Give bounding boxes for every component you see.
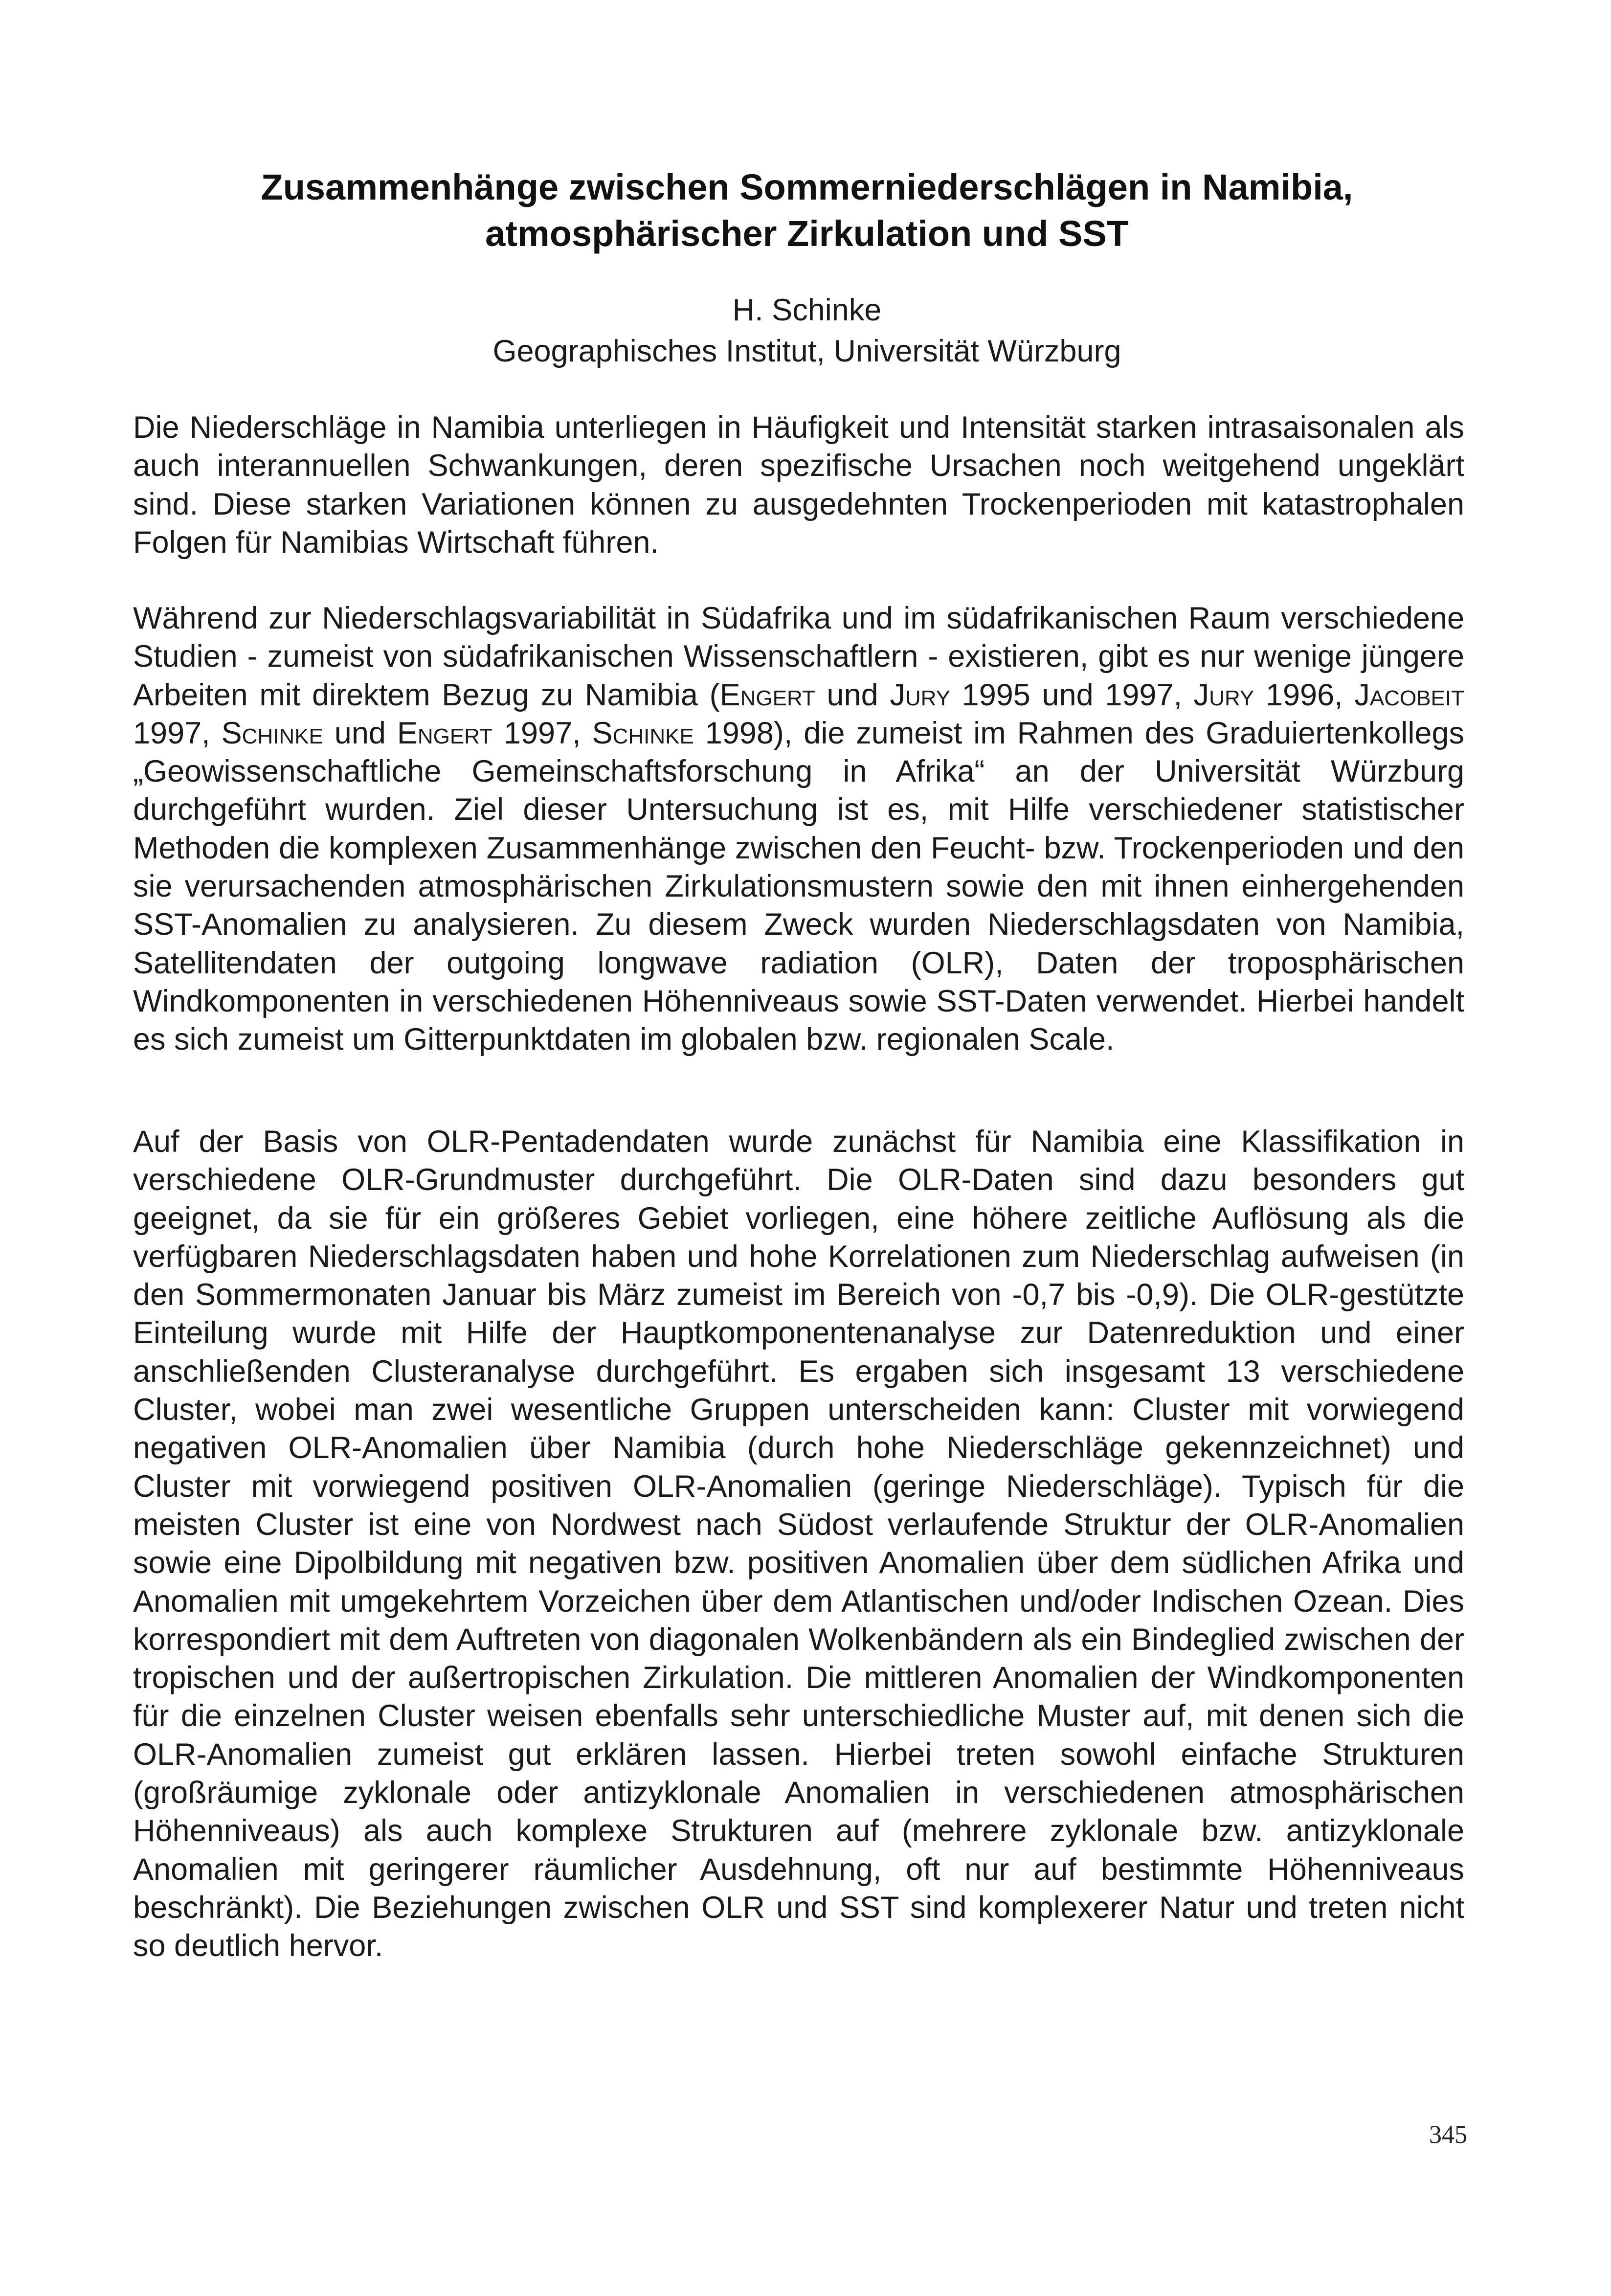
- paragraph-2-text: 1997,: [133, 716, 222, 750]
- paragraph-1: Die Niederschläge in Namibia unterliegen in Häufigkeit und Intensität starken intrasaisonalen als auch interannuellen Schwankungen, deren spezifische Ursachen noch weitgehend ungeklärt sind. Diese starken Variationen können zu ausgedehnten Trockenperioden mit katastrophalen Folgen für Namibias Wirtschaft führen.: [133, 410, 1464, 560]
- paragraph-2: [133, 599, 1464, 1059]
- title-line-2: atmosphärischer Zirkulation und SST: [485, 213, 1129, 254]
- paragraph-2-text: 1995 und 1997,: [950, 677, 1194, 712]
- title-block: [132, 164, 1482, 257]
- paragraph-3: Auf der Basis von OLR-Pentadendaten wurde zunächst für Namibia eine Klassifikation in verschiedene OLR-Grundmuster durchgeführt. Die OLR-Daten sind dazu besonders gut geeignet, da sie für ein größeres Gebiet vorliegen, eine höhere zeitliche Auflösung als die verfügbaren Niederschlagsdaten haben und hohe Korrelationen zum Niederschlag aufweisen (in den Sommermonaten Januar bis März zumeist im Bereich von -0,7 bis -0,9). Die OLR-gestützte Einteilung wurde mit Hilfe der Hauptkomponentenanalyse zur Datenreduktion und einer anschließenden Clusteranalyse durchgeführt. Es ergaben sich insgesamt 13 verschiedene Cluster, wobei man zwei wesentliche Gruppen unterscheiden kann: Cluster mit vorwiegend negativen OLR-Anomalien über Namibia (durch hohe Niederschläge gekennzeichnet) und Cluster mit vorwiegend positiven OLR-Anomalien (geringe Niederschläge). Typisch für die meisten Cluster ist eine von Nordwest nach Südost verlaufende Struktur der OLR-Anomalien sowie eine Dipolbildung mit negativen bzw. positiven Anomalien über dem südlichen Afrika und Anomalien mit umgekehrtem Vorzeichen über dem Atlantischen und/oder Indischen Ozean. Dies korrespondiert mit dem Auftreten von diagonalen Wolkenbändern als ein Bindeglied zwischen der tropischen und der außertropischen Zirkulation. Die mittleren Anomalien der Windkomponenten für die einzelnen Cluster weisen ebenfalls sehr unterschiedliche Muster auf, mit denen sich die OLR-Anomalien zumeist gut erklären lassen. Hierbei treten sowohl einfache Strukturen (großräumige zyklonale oder antizyklonale Anomalien in verschiedenen atmosphärischen Höhenniveaus) als auch komplexe Strukturen auf (mehrere zyklonale bzw. antizyklonale Anomalien mit geringerer räumlicher Ausdehnung, oft nur auf bestimmte Höhenniveaus beschränkt). Die Beziehungen zwischen OLR und SST sind komplexerer Natur und treten nicht so deutlich hervor.: [133, 1125, 1464, 1963]
- citation-author: Engert: [719, 677, 815, 712]
- citation-author: Schinke: [221, 716, 323, 750]
- page-number: 345: [1429, 2121, 1467, 2149]
- paragraph-2-text: Während zur Niederschlagsvariabilität in Südafrika und im südafrikanischen Raum verschiedene Studien - zumeist von südafrikanischen Wissenschaftlern - existieren, gibt es nur wenige jüngere Arbeiten mit direktem Bezug zu Namibia (: [133, 601, 1464, 712]
- paragraph-2-text: 1997,: [492, 716, 592, 750]
- paper-title: [132, 164, 1482, 257]
- title-line-1: Zusammenhänge zwischen Sommerniederschlägen in Namibia,: [261, 167, 1353, 207]
- paragraph-2-text: und: [323, 716, 397, 750]
- paragraph-2-text: 1998), die zumeist im Rahmen des Graduiertenkollegs „Geowissenschaftliche Gemeinschaftsforschung in Afrika“ an der Universität Würzburg durchgeführt wurden. Ziel dieser Untersuchung ist es, mit Hilfe verschiedener statistischer Methoden die komplexen Zusammenhänge zwischen den Feucht- bzw. Trockenperioden und den sie verursachenden atmosphärischen Zirkulationsmustern sowie den mit ihnen einhergehenden SST-Anomalien zu analysieren. Zu diesem Zweck wurden Niederschlagsdaten von Namibia, Satellitendaten der outgoing longwave radiation (OLR), Daten der troposphärischen Windkomponenten in verschiedenen Höhenniveaus sowie SST-Daten verwendet. Hierbei handelt es sich zumeist um Gitterpunktdaten im globalen bzw. regionalen Scale.: [133, 716, 1464, 1057]
- citation-author: Schinke: [592, 716, 694, 750]
- citation-author: Engert: [397, 716, 493, 750]
- author-block: [132, 290, 1482, 372]
- author-affiliation: Geographisches Institut, Universität Würzburg: [492, 334, 1121, 368]
- author-name: H. Schinke: [732, 293, 882, 327]
- paragraph-2-text: und: [815, 677, 890, 712]
- citation-author: Jury: [1193, 677, 1254, 712]
- paragraph-2-text: 1996,: [1254, 677, 1355, 712]
- citation-author: Jacobeit: [1354, 677, 1464, 712]
- citation-author: Jury: [890, 677, 950, 712]
